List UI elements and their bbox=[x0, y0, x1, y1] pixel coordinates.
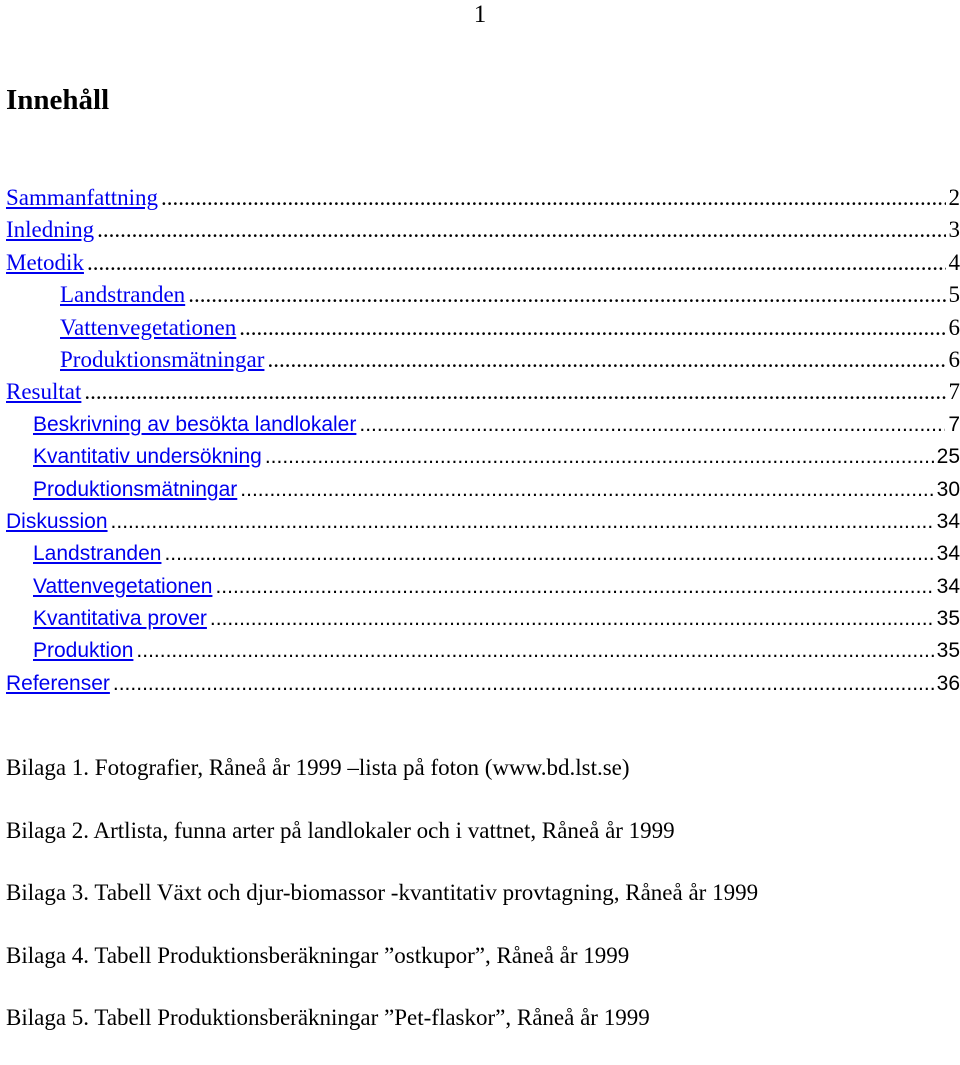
appendix-item: Bilaga 2. Artlista, funna arter på landlokaler och i vattnet, Råneå år 1999 bbox=[6, 815, 960, 878]
appendix-item: Bilaga 3. Tabell Växt och djur-biomassor -kvantitativ provtagning, Råneå år 1999 bbox=[6, 877, 960, 940]
toc-dot-leader bbox=[240, 474, 933, 506]
toc-entry[interactable] bbox=[6, 182, 960, 214]
toc-dot-leader bbox=[359, 409, 945, 441]
toc-page-number: 36 bbox=[937, 668, 960, 700]
toc-page-number: 7 bbox=[948, 409, 960, 441]
toc-entry-link[interactable]: Vattenvegetationen bbox=[60, 312, 236, 344]
appendix-item: Bilaga 4. Tabell Produktionsberäkningar ”ostkupor”, Råneå år 1999 bbox=[6, 940, 960, 1003]
toc-page-number: 35 bbox=[937, 603, 960, 635]
toc-dot-leader bbox=[210, 603, 934, 635]
toc-dot-leader bbox=[97, 214, 945, 246]
toc-entry[interactable] bbox=[6, 376, 960, 408]
toc-dot-leader bbox=[265, 441, 934, 473]
appendix-item: Bilaga 5. Tabell Produktionsberäkningar ”Pet-flaskor”, Råneå år 1999 bbox=[6, 1002, 960, 1065]
toc-dot-leader bbox=[161, 182, 945, 214]
toc-entry-link[interactable]: Beskrivning av besökta landlokaler bbox=[33, 409, 356, 441]
toc-entry-link[interactable]: Inledning bbox=[6, 214, 94, 246]
toc-entry-link[interactable]: Produktionsmätningar bbox=[33, 474, 237, 506]
toc-dot-leader bbox=[87, 247, 946, 279]
toc-entry-link[interactable]: Referenser bbox=[6, 668, 110, 700]
toc-dot-leader bbox=[113, 668, 934, 700]
toc-entry-link[interactable]: Landstranden bbox=[60, 279, 185, 311]
toc-dot-leader bbox=[267, 344, 945, 376]
toc-entry[interactable] bbox=[6, 635, 960, 667]
toc-entry[interactable] bbox=[6, 214, 960, 246]
toc-entry[interactable] bbox=[6, 279, 960, 311]
appendix-list bbox=[6, 752, 960, 1065]
table-of-contents bbox=[6, 182, 960, 700]
toc-entry[interactable] bbox=[6, 409, 960, 441]
toc-entry[interactable] bbox=[6, 571, 960, 603]
toc-entry-link[interactable]: Metodik bbox=[6, 247, 84, 279]
toc-entry[interactable] bbox=[6, 668, 960, 700]
toc-dot-leader bbox=[111, 506, 934, 538]
page-number: 1 bbox=[0, 0, 960, 30]
toc-page-number: 7 bbox=[949, 376, 960, 408]
toc-dot-leader bbox=[164, 538, 933, 570]
toc-page-number: 34 bbox=[937, 506, 960, 538]
toc-page-number: 5 bbox=[949, 279, 960, 311]
toc-entry-link[interactable]: Sammanfattning bbox=[6, 182, 158, 214]
toc-entry[interactable] bbox=[6, 312, 960, 344]
toc-page-number: 34 bbox=[937, 538, 960, 570]
toc-entry-link[interactable]: Kvantitativa prover bbox=[33, 603, 207, 635]
toc-page-number: 6 bbox=[949, 344, 960, 376]
toc-entry-link[interactable]: Vattenvegetationen bbox=[33, 571, 212, 603]
toc-entry-link[interactable]: Diskussion bbox=[6, 506, 108, 538]
toc-page-number: 34 bbox=[937, 571, 960, 603]
toc-entry-link[interactable]: Kvantitativ undersökning bbox=[33, 441, 262, 473]
toc-dot-leader bbox=[188, 279, 945, 311]
toc-entry-link[interactable]: Produktionsmätningar bbox=[60, 344, 264, 376]
toc-page-number: 2 bbox=[949, 182, 960, 214]
toc-entry[interactable] bbox=[6, 441, 960, 473]
toc-entry-link[interactable]: Produktion bbox=[33, 635, 133, 667]
toc-entry-link[interactable]: Resultat bbox=[6, 376, 81, 408]
toc-entry[interactable] bbox=[6, 603, 960, 635]
toc-page-number: 4 bbox=[949, 247, 960, 279]
toc-entry-link[interactable]: Landstranden bbox=[33, 538, 161, 570]
toc-page-number: 6 bbox=[949, 312, 960, 344]
toc-dot-leader bbox=[84, 376, 945, 408]
toc-entry[interactable] bbox=[6, 474, 960, 506]
toc-entry[interactable] bbox=[6, 247, 960, 279]
toc-dot-leader bbox=[215, 571, 933, 603]
toc-dot-leader bbox=[136, 635, 933, 667]
toc-dot-leader bbox=[239, 312, 945, 344]
toc-page-number: 3 bbox=[949, 214, 960, 246]
appendix-item: Bilaga 1. Fotografier, Råneå år 1999 –lista på foton (www.bd.lst.se) bbox=[6, 752, 960, 815]
toc-entry[interactable] bbox=[6, 538, 960, 570]
page-title: Innehåll bbox=[6, 80, 109, 120]
toc-page-number: 25 bbox=[937, 441, 960, 473]
toc-page-number: 35 bbox=[937, 635, 960, 667]
toc-entry[interactable] bbox=[6, 344, 960, 376]
toc-page-number: 30 bbox=[937, 474, 960, 506]
toc-entry[interactable] bbox=[6, 506, 960, 538]
